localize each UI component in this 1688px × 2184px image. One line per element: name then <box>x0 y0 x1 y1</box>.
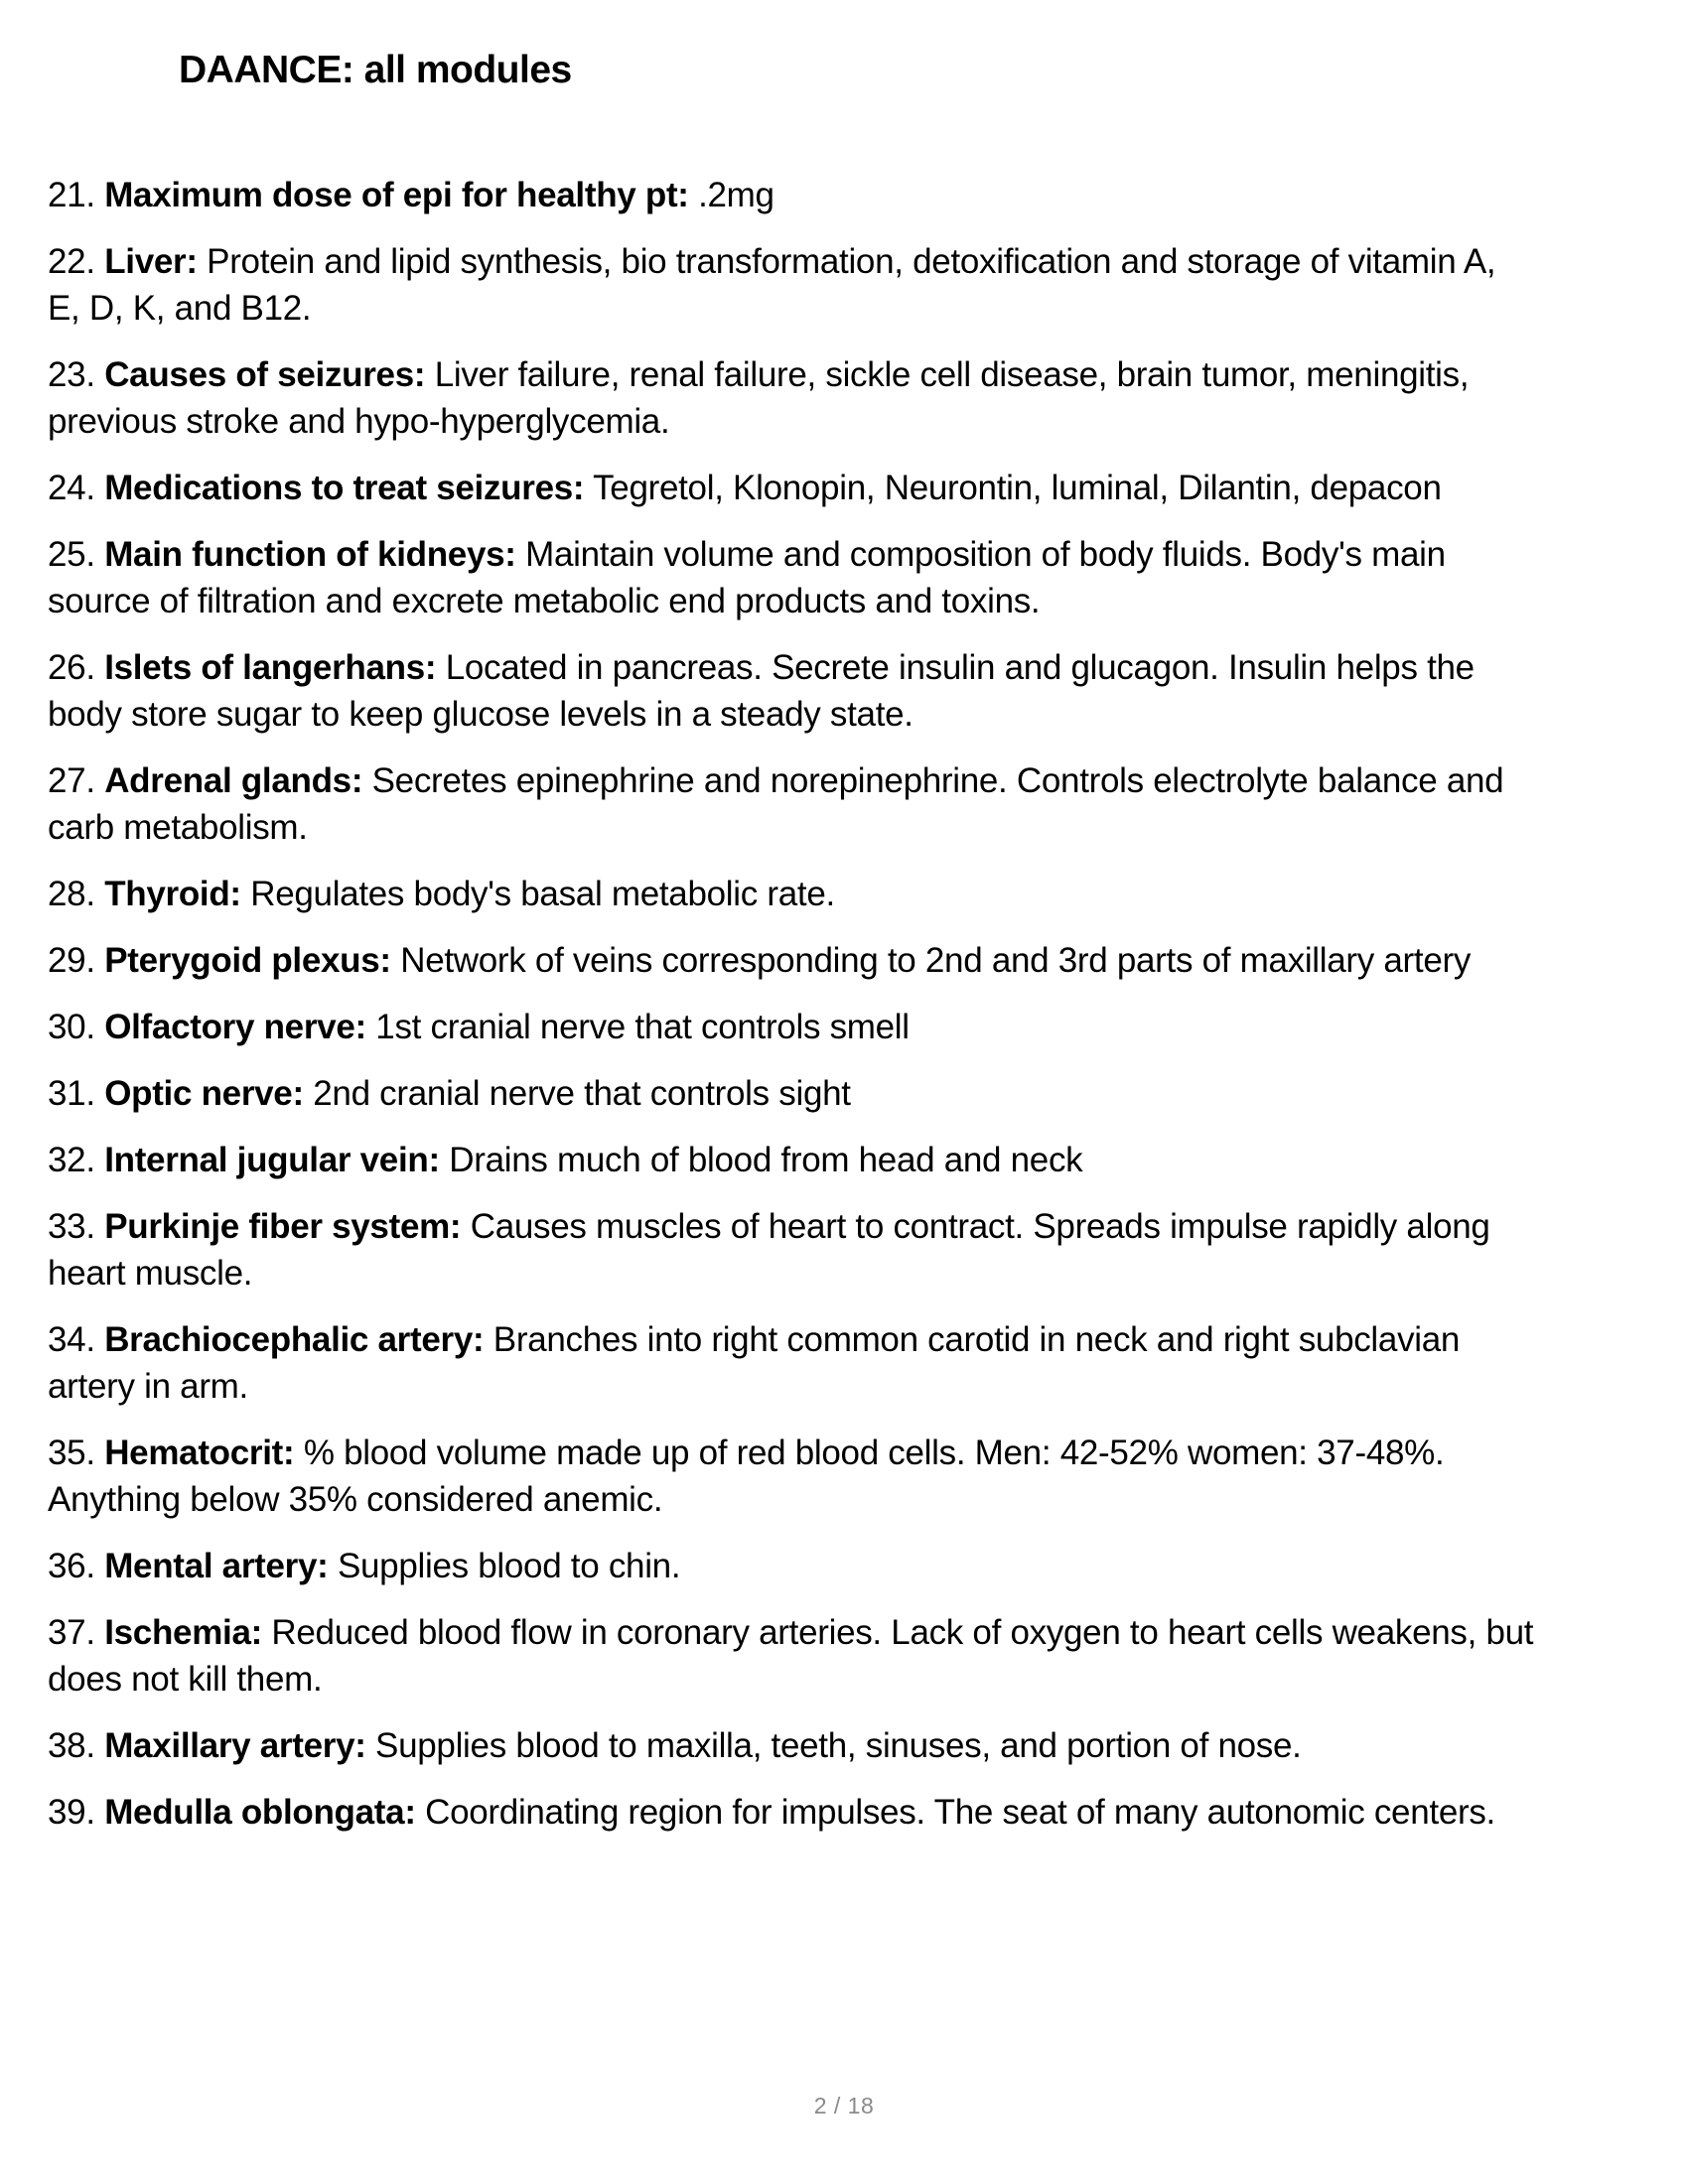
item-number: 32. <box>48 1140 95 1179</box>
list-item <box>48 465 1537 511</box>
list-item <box>48 1722 1537 1769</box>
list-item <box>48 172 1537 218</box>
item-number: 22. <box>48 241 95 281</box>
item-number: 34. <box>48 1319 95 1359</box>
item-term: Ischemia: <box>104 1612 262 1652</box>
list-item <box>48 937 1537 984</box>
list-item <box>48 1004 1537 1050</box>
item-number: 28. <box>48 874 95 913</box>
list-item <box>48 644 1537 738</box>
item-definition: Secretes epinephrine and norepinephrine. Controls electrolyte balance and carb metabolism. <box>48 760 1504 847</box>
item-number: 25. <box>48 534 95 574</box>
item-number: 31. <box>48 1073 95 1113</box>
list-item <box>48 1316 1537 1410</box>
item-term: Adrenal glands: <box>104 760 363 800</box>
list-item <box>48 531 1537 624</box>
item-definition: Reduced blood flow in coronary arteries. Lack of oxygen to heart cells weakens, but does not kill them. <box>48 1612 1534 1699</box>
item-definition: 2nd cranial nerve that controls sight <box>313 1073 851 1113</box>
item-definition: Protein and lipid synthesis, bio transformation, detoxification and storage of vitamin A, E, D, K, and B12. <box>48 241 1496 328</box>
item-definition: Drains much of blood from head and neck <box>449 1140 1083 1179</box>
item-term: Pterygoid plexus: <box>104 940 391 980</box>
item-term: Main function of kidneys: <box>104 534 516 574</box>
item-definition: Coordinating region for impulses. The seat of many autonomic centers. <box>425 1792 1495 1832</box>
list-item <box>48 1203 1537 1297</box>
item-number: 21. <box>48 175 95 214</box>
item-number: 30. <box>48 1007 95 1046</box>
page-title: DAANCE: all modules <box>179 49 572 91</box>
item-term: Thyroid: <box>104 874 241 913</box>
list-item <box>48 1137 1537 1183</box>
term-list <box>48 172 1537 1836</box>
list-item <box>48 1609 1537 1703</box>
list-item <box>48 1789 1537 1836</box>
item-term: Liver: <box>104 241 198 281</box>
item-term: Causes of seizures: <box>104 354 426 394</box>
item-number: 35. <box>48 1433 95 1472</box>
item-definition: Located in pancreas. Secrete insulin and glucagon. Insulin helps the body store sugar to keep glucose levels in a steady state. <box>48 647 1475 734</box>
item-term: Medications to treat seizures: <box>104 468 585 507</box>
item-number: 38. <box>48 1725 95 1765</box>
item-definition: 1st cranial nerve that controls smell <box>375 1007 910 1046</box>
item-definition: .2mg <box>698 175 774 214</box>
item-definition: Branches into right common carotid in neck and right subclavian artery in arm. <box>48 1319 1461 1406</box>
item-definition: Liver failure, renal failure, sickle cell disease, brain tumor, meningitis, previous stroke and hypo-hyperglycemia. <box>48 354 1470 441</box>
item-definition: % blood volume made up of red blood cells. Men: 42-52% women: 37-48%. Anything below 35% considered anemic. <box>48 1433 1445 1519</box>
list-item <box>48 1543 1537 1589</box>
list-item <box>48 871 1537 917</box>
item-number: 33. <box>48 1206 95 1246</box>
item-term: Hematocrit: <box>104 1433 295 1472</box>
item-term: Purkinje fiber system: <box>104 1206 462 1246</box>
item-number: 24. <box>48 468 95 507</box>
item-definition: Supplies blood to maxilla, teeth, sinuses, and portion of nose. <box>375 1725 1302 1765</box>
item-term: Medulla oblongata: <box>104 1792 416 1832</box>
list-item <box>48 757 1537 851</box>
item-definition: Network of veins corresponding to 2nd and 3rd parts of maxillary artery <box>400 940 1472 980</box>
list-item <box>48 1430 1537 1523</box>
item-definition: Tegretol, Klonopin, Neurontin, luminal, Dilantin, depacon <box>593 468 1442 507</box>
item-definition: Supplies blood to chin. <box>337 1546 681 1585</box>
item-term: Optic nerve: <box>104 1073 304 1113</box>
item-term: Mental artery: <box>104 1546 329 1585</box>
item-term: Internal jugular vein: <box>104 1140 440 1179</box>
item-term: Islets of langerhans: <box>104 647 437 687</box>
list-item <box>48 351 1537 445</box>
item-definition: Regulates body's basal metabolic rate. <box>250 874 835 913</box>
list-item <box>48 238 1537 332</box>
page-number: 2 / 18 <box>813 2093 875 2118</box>
item-definition: Maintain volume and composition of body fluids. Body's main source of filtration and excrete metabolic end products and toxins. <box>48 534 1446 620</box>
item-term: Brachiocephalic artery: <box>104 1319 485 1359</box>
item-number: 39. <box>48 1792 95 1832</box>
list-item <box>48 1070 1537 1117</box>
item-term: Maximum dose of epi for healthy pt: <box>104 175 689 214</box>
item-definition: Causes muscles of heart to contract. Spreads impulse rapidly along heart muscle. <box>48 1206 1490 1293</box>
item-term: Olfactory nerve: <box>104 1007 366 1046</box>
item-number: 26. <box>48 647 95 687</box>
item-number: 29. <box>48 940 95 980</box>
item-number: 37. <box>48 1612 95 1652</box>
item-number: 23. <box>48 354 95 394</box>
item-term: Maxillary artery: <box>104 1725 366 1765</box>
item-number: 27. <box>48 760 95 800</box>
item-number: 36. <box>48 1546 95 1585</box>
